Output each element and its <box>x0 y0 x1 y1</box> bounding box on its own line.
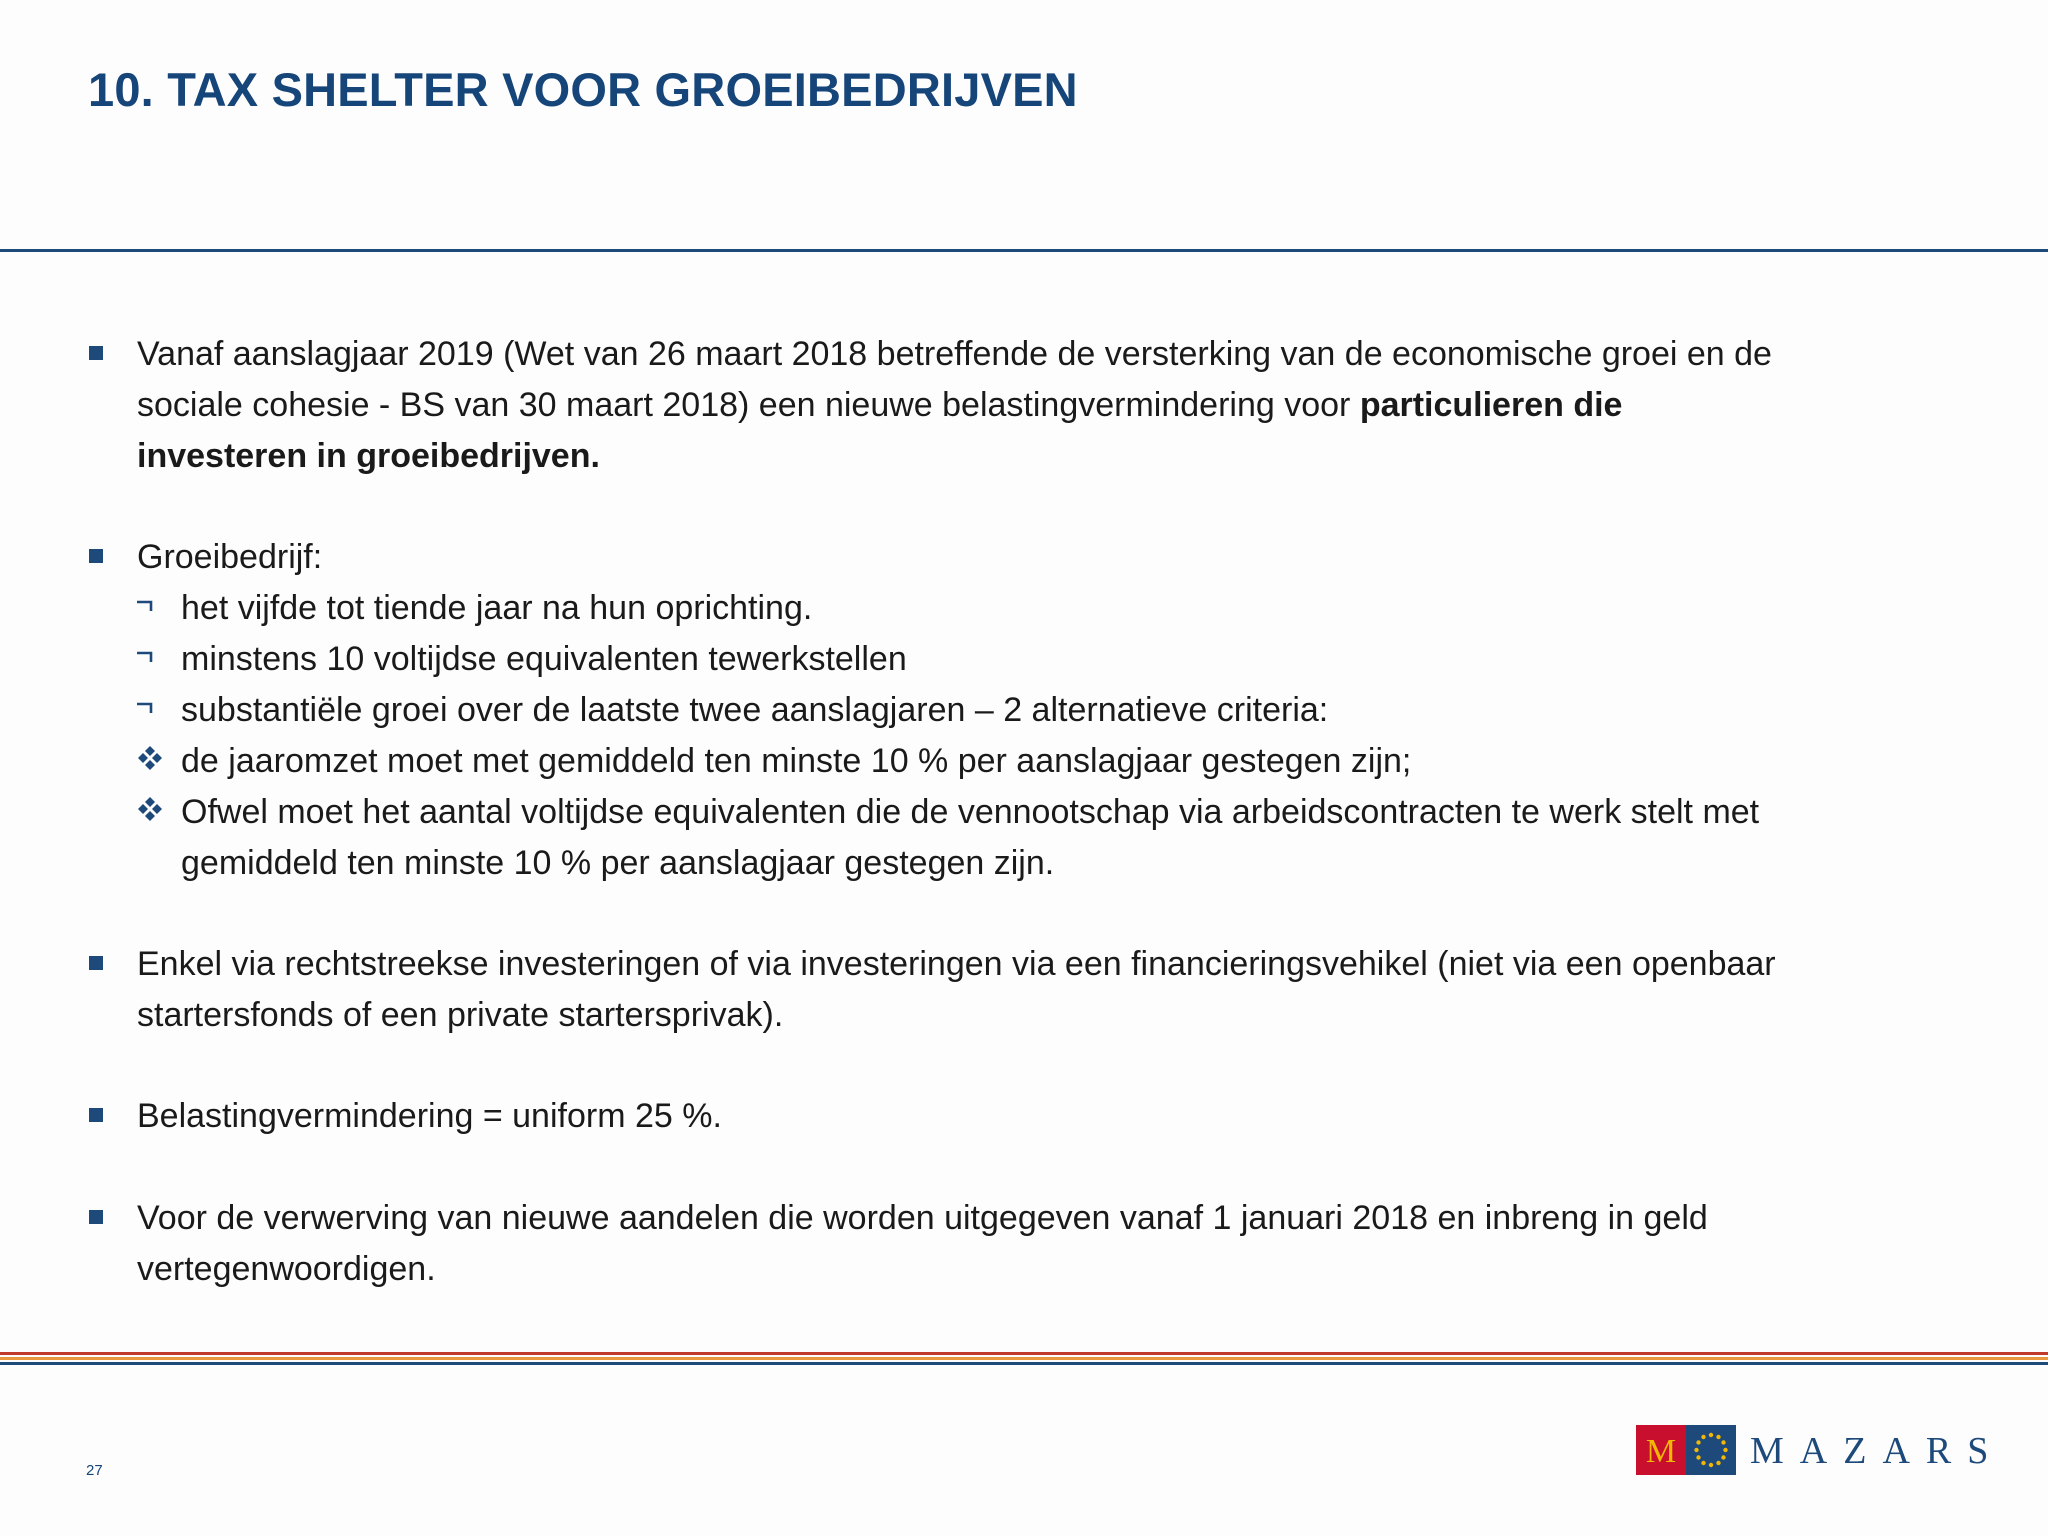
square-bullet-icon <box>89 1210 103 1224</box>
negation-bullet-icon <box>135 597 155 617</box>
sub-bullet-text: Ofwel moet het aantal voltijdse equivalenten die de vennootschap via arbeidscontracten te werk stelt met <box>181 793 1760 831</box>
bullet-text-line: investeren in groeibedrijven. <box>137 437 600 475</box>
bullet-text-line: Groeibedrijf: <box>137 538 323 576</box>
footer-stripes <box>0 1352 2048 1370</box>
sub-bullet-text: de jaaromzet moet met gemiddeld ten minste 10 % per aanslagjaar gestegen zijn; <box>181 742 1412 780</box>
sub-bullet-text: het vijfde tot tiende jaar na hun oprichting. <box>181 589 813 627</box>
bullet-text-line: Belastingvermindering = uniform 25 %. <box>137 1097 722 1135</box>
negation-bullet-icon <box>135 648 155 668</box>
sub-bullet-text: gemiddeld ten minste 10 % per aanslagjaar gestegen zijn. <box>181 844 1055 882</box>
four-diamond-bullet-icon <box>136 744 164 772</box>
stripe-orange <box>0 1357 2048 1360</box>
negation-bullet-icon <box>135 699 155 719</box>
title-divider <box>0 249 2048 252</box>
sub-bullet-text: minstens 10 voltijdse equivalenten tewerkstellen <box>181 640 907 678</box>
sub-bullet-text: substantiële groei over de laatste twee aanslagjaren – 2 alternatieve criteria: <box>181 691 1329 729</box>
stripe-blue <box>0 1362 2048 1365</box>
stripe-red <box>0 1352 2048 1355</box>
bullet-text-line <box>137 380 1622 431</box>
square-bullet-icon <box>89 1108 103 1122</box>
text-run: sociale cohesie - BS van 30 maart 2018) een nieuwe belastingvermindering voor <box>137 386 1360 424</box>
logo-wordmark: MAZARS <box>1750 1430 2005 1472</box>
page-number: 27 <box>86 1462 103 1479</box>
mazars-logo-mark-icon <box>1636 1425 1736 1475</box>
mazars-logo <box>1636 1425 2005 1475</box>
four-diamond-bullet-icon <box>136 795 164 823</box>
bold-text-run: particulieren die <box>1359 386 1623 424</box>
bullet-text-line: vertegenwoordigen. <box>137 1250 436 1288</box>
slide-title: 10. TAX SHELTER VOOR GROEIBEDRIJVEN <box>88 63 1078 116</box>
square-bullet-icon <box>89 549 103 563</box>
bullet-text-line: Enkel via rechtstreekse investeringen of via investeringen via een financieringsvehikel (niet via een openbaar <box>137 945 1776 983</box>
bullet-text-line: startersfonds of een private startersprivak). <box>137 996 784 1034</box>
square-bullet-icon <box>89 346 103 360</box>
logo-letter: M <box>1645 1433 1677 1470</box>
bullet-text-line: Voor de verwerving van nieuwe aandelen die worden uitgegeven vanaf 1 januari 2018 en inbreng in geld <box>137 1199 1708 1237</box>
square-bullet-icon <box>89 956 103 970</box>
bullet-text-line: Vanaf aanslagjaar 2019 (Wet van 26 maart 2018 betreffende de versterking van de economische groei en de <box>137 335 1772 373</box>
